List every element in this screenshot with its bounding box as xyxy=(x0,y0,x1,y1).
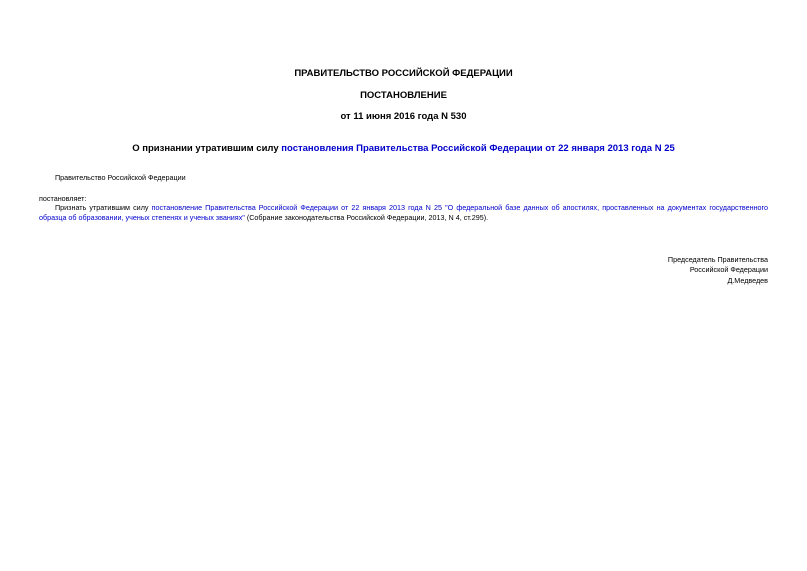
signature-block xyxy=(668,255,768,286)
signature-country: Российской Федерации xyxy=(689,265,768,275)
document-date-number: от 11 июня 2016 года N 530 xyxy=(340,111,467,122)
issuer-text: Правительство Российской Федерации xyxy=(55,173,186,182)
body-paragraph xyxy=(39,203,768,224)
subject-link[interactable]: постановления Правительства Российской Федерации от 22 января 2013 года N 25 xyxy=(281,143,675,154)
resolves-text: постановляет: xyxy=(39,194,87,203)
organization-title: ПРАВИТЕЛЬСТВО РОССИЙСКОЙ ФЕДЕРАЦИИ xyxy=(294,68,513,79)
signature-name: Д.Медведев xyxy=(727,275,768,285)
paragraph-link[interactable]: постановление Правительства Российской Федерации от 22 января 2013 года N 25 "О федеральной базе данных об апостилях, проставленных на документах государственного образца об образовании, ученых степенях и ученых званиях" xyxy=(39,203,768,223)
paragraph-prefix: Признать утратившим силу xyxy=(55,203,152,212)
paragraph-suffix: (Собрание законодательства Российской Федерации, 2013, N 4, ст.295). xyxy=(244,213,489,223)
document-subject xyxy=(0,143,807,154)
signature-title: Председатель Правительства xyxy=(667,255,768,264)
subject-prefix: О признании утратившим силу xyxy=(132,143,282,154)
document-kind: ПОСТАНОВЛЕНИЕ xyxy=(360,90,447,101)
